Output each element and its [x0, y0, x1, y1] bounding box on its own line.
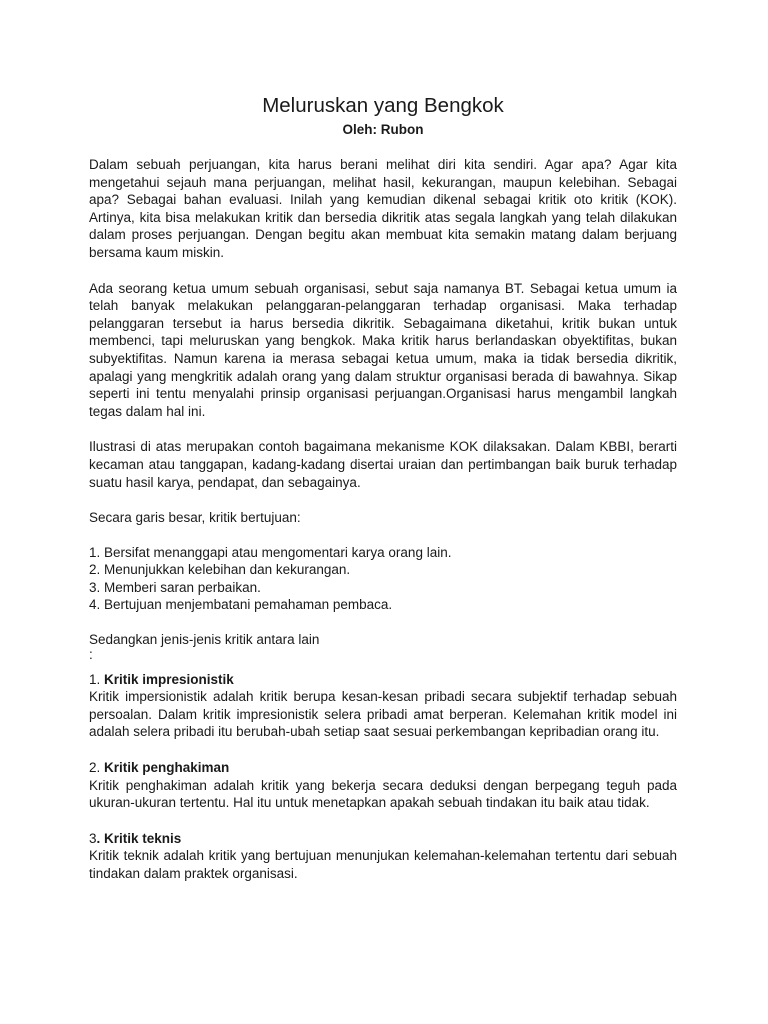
type-heading — [89, 759, 677, 777]
paragraph-intro: Dalam sebuah perjuangan, kita harus berani melihat diri kita sendiri. Agar apa? Agar kita mengetahui sejauh mana perjuangan, melihat hasil, kekurangan, maupun kelebihan. Sebagai apa? Sebagai bahan evaluasi. Inilah yang kemudian dikenal sebagai kritik oto kritik (KOK). Artinya, kita bisa melakukan kritik dan bersedia dikritik atas segala langkah yang telah dilakukan dalam proses perjuangan. Dengan begitu akan membuat kita semakin matang dalam berjuang bersama kaum miskin. — [89, 157, 677, 260]
paragraph-definition: Ilustrasi di atas merupakan contoh bagaimana mekanisme KOK dilaksakan. Dalam KBBI, berarti kecaman atau tanggapan, kadang-kadang disertai uraian dan pertimbangan baik buruk terhadap suatu hasil karya, pendapat, dan sebagainya. — [89, 439, 677, 490]
type-section — [89, 671, 677, 741]
type-number: 2. — [89, 760, 105, 776]
type-number: 3 — [89, 830, 97, 846]
types-intro-colon: : — [89, 646, 93, 662]
goals-list — [89, 544, 677, 614]
document-title: Meluruskan yang Bengkok — [262, 94, 504, 117]
types-intro: Sedangkan jenis-jenis kritik antara lain — [89, 632, 320, 648]
type-heading — [89, 830, 677, 848]
type-description: Kritik teknik adalah kritik yang bertujuan menunjukan kelemahan-kelemahan tertentu dari sebuah tindakan dalam praktek organisasi. — [89, 848, 677, 881]
type-description: Kritik impersionistik adalah kritik berupa kesan-kesan pribadi secara subjektif terhadap sebuah persoalan. Dalam kritik impresionistik selera pribadi amat berperan. Kelemahan kritik model ini adalah selera pribadi itu berubah-ubah setiap saat sesuai perkembangan kepribadian orang itu. — [89, 689, 677, 740]
list-item: 3. Memberi saran perbaikan. — [89, 579, 261, 595]
list-item: 2. Menunjukkan kelebihan dan kekurangan. — [89, 562, 351, 578]
type-description: Kritik penghakiman adalah kritik yang bekerja secara deduksi dengan berpegang teguh pada ukuran-ukuran tertentu. Hal itu untuk menetapkan apakah sebuah tindakan itu baik atau tidak. — [89, 777, 677, 811]
type-name: Kritik penghakiman — [104, 760, 230, 776]
document-page — [89, 93, 677, 883]
paragraph-example: Ada seorang ketua umum sebuah organisasi, sebut saja namanya BT. Sebagai ketua umum ia telah banyak melakukan pelanggaran-pelanggaran terhadap organisasi. Maka terhadap pelanggaran tersebut ia harus bersedia dikritik. Sebagaimana diketahui, kritik bukan untuk membenci, tapi meluruskan yang bengkok. Maka kritik harus berlandaskan obyektifitas, bukan subyektifitas. Namun karena ia merasa sebagai ketua umum, maka ia tidak bersedia dikritik, apalagi yang mengkritik adalah orang yang dalam struktur organisasi berada di bawahnya. Sikap seperti ini tentu menyalahi prinsip organisasi perjuangan.Organisasi harus mengambil langkah tegas dalam hal ini. — [89, 280, 677, 419]
paragraph-goals-intro: Secara garis besar, kritik bertujuan: — [89, 510, 301, 526]
type-number: 1. — [89, 671, 105, 687]
type-section — [89, 830, 677, 883]
type-heading — [89, 671, 677, 689]
list-item: 1. Bersifat menanggapi atau mengomentari karya orang lain. — [89, 544, 452, 560]
document-author: Oleh: Rubon — [342, 122, 424, 137]
type-name: Kritik impresionistik — [104, 671, 234, 687]
list-item: 4. Bertujuan menjembatani pemahaman pembaca. — [89, 597, 393, 613]
type-name: . Kritik teknis — [96, 830, 182, 846]
type-section — [89, 759, 677, 812]
